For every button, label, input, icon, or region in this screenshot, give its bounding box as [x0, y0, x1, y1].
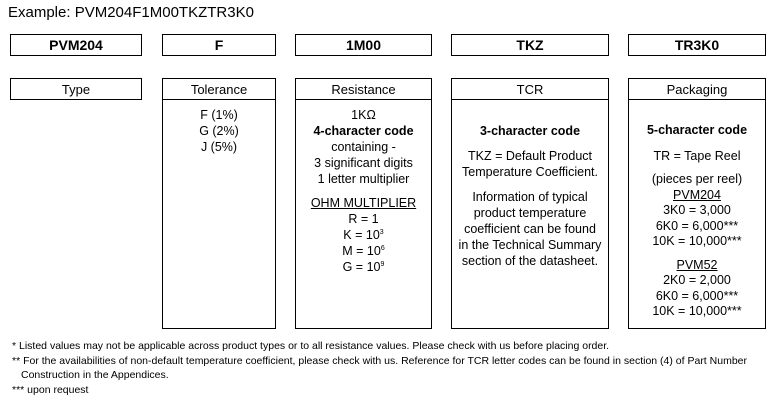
resistance-body [296, 100, 431, 275]
packaging-code-title: 5-character code [646, 123, 748, 137]
footnote-2: ** For the availabilities of non-default temperature coefficient, please check with us. Reference for TCR letter codes can be found in section (4) of Part Number [12, 354, 747, 367]
tcr-default-line: Temperature Coefficient. [462, 165, 598, 179]
packaging-pieces-line: (pieces per reel) [651, 172, 743, 186]
multiplier-k: $K = 10^3$ [343, 228, 384, 242]
resistance-desc-line: 3 significant digits [314, 156, 413, 170]
resistance-desc-line: 1 letter multiplier [317, 172, 410, 186]
resistance-header: Resistance [296, 79, 431, 100]
type-column [10, 78, 142, 100]
multiplier-r: R = 1 [348, 212, 379, 226]
footnote-3: *** upon request [12, 383, 89, 396]
pvm52-title: PVM52 [676, 257, 718, 272]
tcr-column [451, 78, 609, 329]
ohm-multiplier-title: OHM MULTIPLIER [310, 196, 417, 210]
packaging-header: Packaging [629, 79, 765, 100]
pvm204-line: 10K = 10,000*** [652, 234, 742, 248]
resistance-desc-line: containing - [331, 140, 396, 154]
pvm52-line: 6K0 = 6,000*** [655, 288, 739, 303]
multiplier-g: $G = 10^9$ [342, 260, 385, 274]
tcr-info-line: in the Technical Summary [458, 238, 602, 252]
packaging-tr-line: TR = Tape Reel [653, 148, 741, 163]
tcr-header: TCR [452, 79, 608, 100]
code-box-packaging: TR3K0 [628, 34, 766, 56]
multiplier-m: $M = 10^6$ [342, 244, 385, 258]
tolerance-body [163, 100, 275, 155]
example-title: Example: PVM204F1M00TKZTR3K0 [8, 4, 254, 21]
type-header: Type [61, 81, 91, 97]
tcr-info-line: section of the datasheet. [461, 254, 599, 268]
footnotes [12, 339, 747, 397]
pvm204-title: PVM204 [673, 187, 721, 202]
code-box-type: PVM204 [10, 34, 142, 56]
footnote-1: * Listed values may not be applicable across product types or to all resistance values. Please check with us before placing order. [12, 340, 610, 352]
resistance-column [295, 78, 432, 329]
code-box-tcr: TKZ [451, 34, 609, 56]
packaging-column [628, 78, 766, 329]
tcr-default-line: TKZ = Default Product [467, 149, 592, 163]
pvm52-line: 10K = 10,000*** [652, 304, 742, 318]
tcr-code-title: 3-character code [479, 124, 581, 138]
tcr-body [452, 100, 608, 269]
code-box-tolerance: F [162, 34, 276, 56]
footnote-2-continued: Construction in the Appendices. [21, 369, 169, 381]
tolerance-line: G (2%) [199, 124, 239, 138]
pvm52-line: 2K0 = 2,000 [663, 273, 731, 287]
tolerance-line: F (1%) [200, 108, 238, 122]
pvm204-line: 3K0 = 3,000 [663, 203, 731, 217]
tolerance-line: J (5%) [200, 140, 238, 154]
pvm204-line: 6K0 = 6,000*** [655, 218, 739, 233]
tcr-info-line: product temperature [473, 206, 587, 220]
packaging-body [629, 100, 765, 320]
tcr-info-line: Information of typical [472, 190, 588, 204]
code-box-resistance: 1M00 [295, 34, 432, 56]
tcr-info-line: coefficient can be found [464, 222, 596, 236]
resistance-code-title: 4-character code [313, 124, 414, 138]
tolerance-column [162, 78, 276, 329]
tolerance-header: Tolerance [163, 79, 275, 100]
resistance-example: 1KΩ [351, 108, 376, 122]
